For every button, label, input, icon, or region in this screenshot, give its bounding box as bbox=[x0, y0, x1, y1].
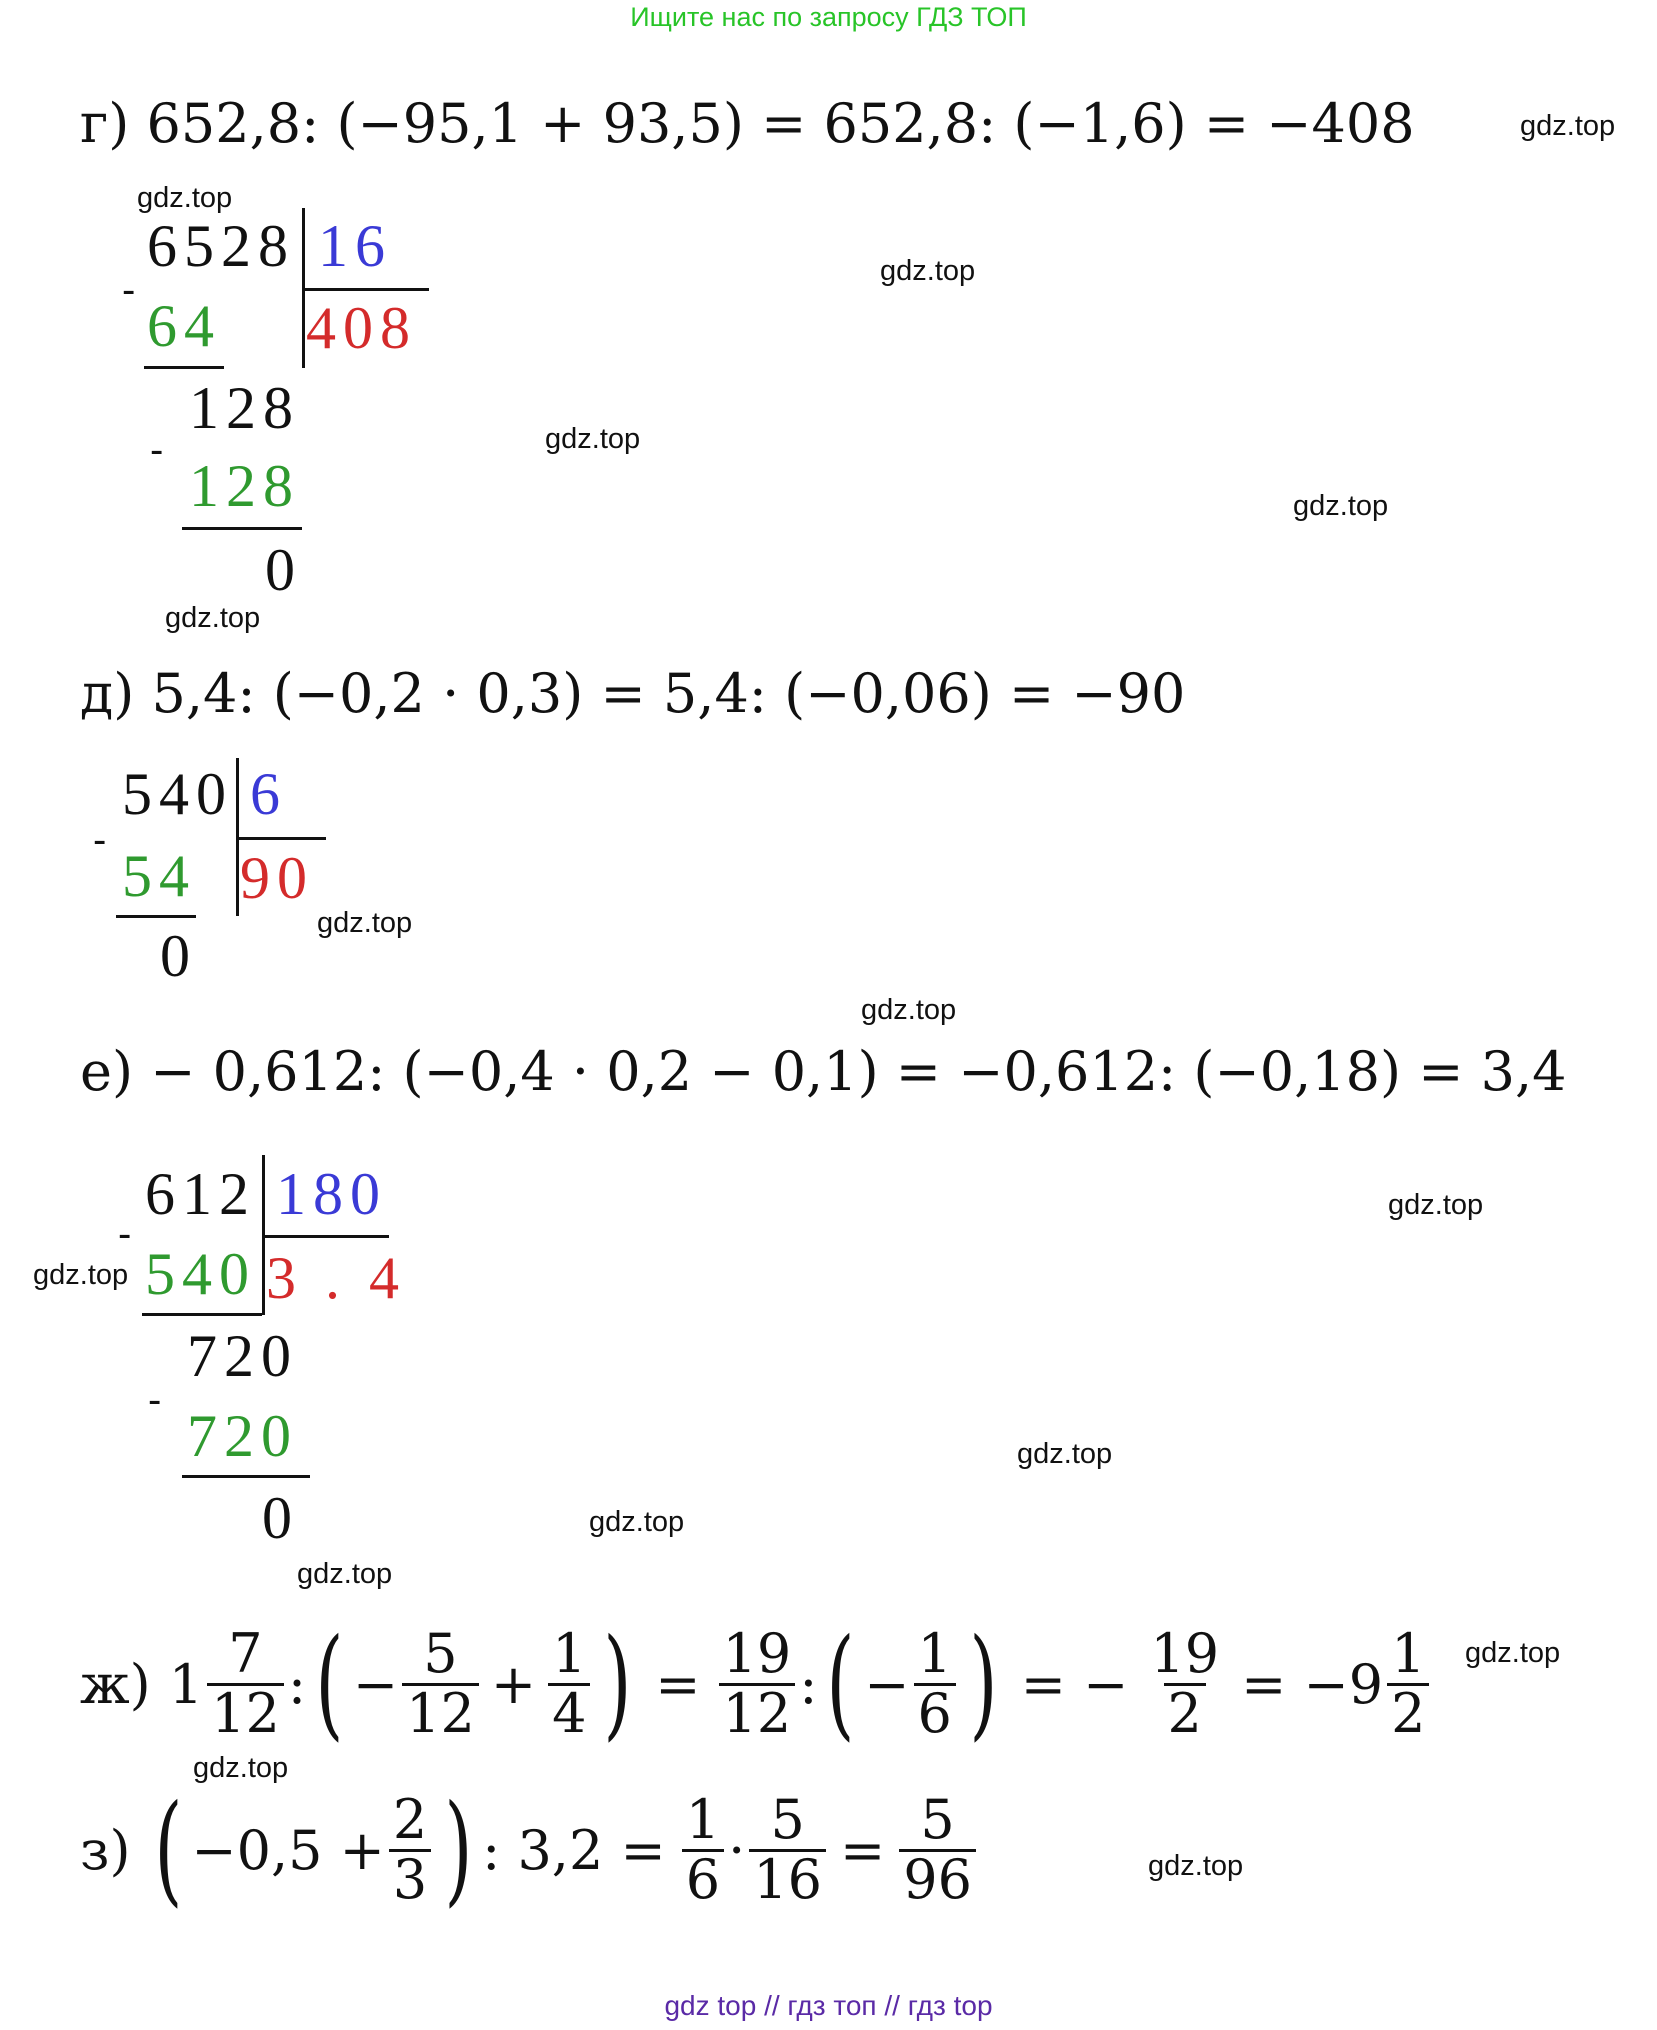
quotient: 408 bbox=[306, 295, 417, 361]
close-paren: ) bbox=[444, 1780, 473, 1919]
divisor: 180 bbox=[276, 1161, 387, 1227]
fraction bbox=[1387, 1621, 1429, 1745]
dividend: 612 bbox=[145, 1161, 256, 1227]
equals-sign: = bbox=[840, 1818, 886, 1882]
fraction bbox=[719, 1621, 796, 1745]
watermark-label: gdz.top bbox=[1148, 1850, 1244, 1882]
equation-z bbox=[80, 1782, 980, 1918]
denominator: 2 bbox=[1387, 1683, 1429, 1743]
watermark-label: gdz.top bbox=[880, 255, 976, 287]
expression-part: −0,5 + bbox=[191, 1818, 385, 1882]
watermark-label: gdz.top bbox=[1017, 1438, 1113, 1470]
denominator: 6 bbox=[914, 1683, 956, 1743]
subtrahend: 64 bbox=[147, 293, 221, 359]
minus-sign: - bbox=[93, 818, 107, 862]
watermark-label: gdz.top bbox=[1520, 110, 1616, 142]
whole-part: 1 bbox=[168, 1652, 204, 1716]
fraction bbox=[389, 1787, 431, 1911]
subtrahend: 54 bbox=[122, 843, 196, 909]
fraction bbox=[1146, 1621, 1223, 1745]
watermark-label: gdz.top bbox=[1465, 1637, 1561, 1669]
fraction bbox=[207, 1621, 284, 1745]
dividend: 540 bbox=[122, 761, 233, 827]
fraction bbox=[548, 1621, 590, 1745]
minus-sign: − bbox=[352, 1652, 399, 1716]
quotient-line bbox=[262, 1235, 389, 1238]
denominator: 3 bbox=[389, 1849, 431, 1909]
numerator: 5 bbox=[770, 1787, 805, 1851]
fraction bbox=[914, 1621, 956, 1745]
denominator: 12 bbox=[719, 1683, 796, 1743]
subtrahend: 540 bbox=[145, 1241, 256, 1307]
numerator: 1 bbox=[1391, 1621, 1426, 1685]
subtraction-line bbox=[142, 1313, 262, 1316]
remainder: 0 bbox=[262, 1485, 299, 1551]
watermark-label: gdz.top bbox=[33, 1259, 129, 1291]
footer-watermark: gdz top // гдз топ // гдз top bbox=[664, 1990, 993, 2021]
equals-minus: = − bbox=[1020, 1652, 1129, 1716]
denominator: 16 bbox=[749, 1849, 826, 1909]
watermark-label: gdz.top bbox=[1388, 1189, 1484, 1221]
numerator: 19 bbox=[1150, 1621, 1220, 1685]
close-paren: ) bbox=[603, 1614, 632, 1753]
expression-part: : 3,2 = bbox=[482, 1818, 666, 1882]
denominator: 4 bbox=[548, 1683, 590, 1743]
minus-sign: - bbox=[150, 428, 164, 472]
watermark-label: gdz.top bbox=[193, 1752, 289, 1784]
colon: : bbox=[799, 1652, 818, 1716]
subtraction-line bbox=[182, 1475, 310, 1478]
open-paren: ( bbox=[826, 1614, 855, 1753]
watermark-label: gdz.top bbox=[545, 423, 641, 455]
equation-g: г) 652,8: (−95,1 + 93,5) = 652,8: (−1,6) = −408 bbox=[80, 92, 1415, 155]
watermark-label: gdz.top bbox=[137, 182, 233, 214]
divisor: 6 bbox=[250, 761, 287, 827]
fraction bbox=[402, 1621, 479, 1745]
quotient: 3 . 4 bbox=[266, 1245, 406, 1311]
dividend: 6528 bbox=[147, 213, 295, 279]
minus-sign: - bbox=[122, 268, 136, 312]
colon: : bbox=[287, 1652, 307, 1716]
remainder: 0 bbox=[265, 537, 302, 603]
remainder: 128 bbox=[189, 375, 300, 441]
watermark-label: gdz.top bbox=[589, 1506, 685, 1538]
minus-sign: − bbox=[864, 1652, 910, 1716]
remainder: 0 bbox=[160, 923, 197, 989]
search-hint-header: Ищите нас по запросу ГДЗ ТОП bbox=[630, 2, 1027, 32]
denominator: 96 bbox=[899, 1849, 976, 1909]
denominator: 12 bbox=[402, 1683, 479, 1743]
quotient-line bbox=[302, 288, 429, 291]
numerator: 2 bbox=[392, 1787, 428, 1851]
problem-label: ж) bbox=[80, 1652, 151, 1716]
problem-label: з) bbox=[80, 1818, 131, 1882]
plus-sign: + bbox=[490, 1652, 537, 1716]
fraction bbox=[899, 1787, 976, 1911]
denominator: 6 bbox=[682, 1849, 724, 1909]
numerator: 1 bbox=[685, 1787, 721, 1851]
numerator: 7 bbox=[228, 1621, 263, 1685]
subtraction-line bbox=[182, 527, 302, 530]
watermark-label: gdz.top bbox=[165, 602, 261, 634]
denominator: 2 bbox=[1164, 1683, 1206, 1743]
numerator: 5 bbox=[920, 1787, 955, 1851]
numerator: 5 bbox=[423, 1621, 458, 1685]
fraction bbox=[749, 1787, 826, 1911]
numerator: 1 bbox=[552, 1621, 587, 1685]
open-paren: ( bbox=[315, 1614, 344, 1753]
watermark-label: gdz.top bbox=[861, 994, 957, 1026]
equation-d: д) 5,4: (−0,2 · 0,3) = 5,4: (−0,06) = −90 bbox=[80, 662, 1186, 725]
fraction bbox=[682, 1787, 724, 1911]
numerator: 1 bbox=[917, 1621, 952, 1685]
remainder: 720 bbox=[187, 1323, 298, 1389]
subtrahend: 128 bbox=[189, 453, 300, 519]
watermark-label: gdz.top bbox=[317, 907, 413, 939]
denominator: 12 bbox=[207, 1683, 284, 1743]
close-paren: ) bbox=[969, 1614, 998, 1753]
equation-e: е) − 0,612: (−0,4 · 0,2 − 0,1) = −0,612: (−0,18) = 3,4 bbox=[80, 1040, 1567, 1103]
minus-sign: - bbox=[148, 1378, 162, 1422]
subtraction-line bbox=[116, 915, 196, 918]
open-paren: ( bbox=[153, 1780, 182, 1919]
divisor: 16 bbox=[318, 213, 392, 279]
watermark-label: gdz.top bbox=[1293, 490, 1389, 522]
subtraction-line bbox=[144, 366, 224, 369]
numerator: 19 bbox=[722, 1621, 792, 1685]
quotient-line bbox=[236, 837, 326, 840]
minus-sign: - bbox=[118, 1212, 132, 1256]
equals-sign: = bbox=[655, 1652, 701, 1716]
equation-zh bbox=[80, 1616, 1433, 1752]
subtrahend: 720 bbox=[187, 1403, 298, 1469]
multiply-dot: · bbox=[728, 1818, 746, 1882]
quotient: 90 bbox=[240, 845, 314, 911]
watermark-label: gdz.top bbox=[297, 1558, 393, 1590]
equals-result: = −9 bbox=[1241, 1652, 1384, 1716]
